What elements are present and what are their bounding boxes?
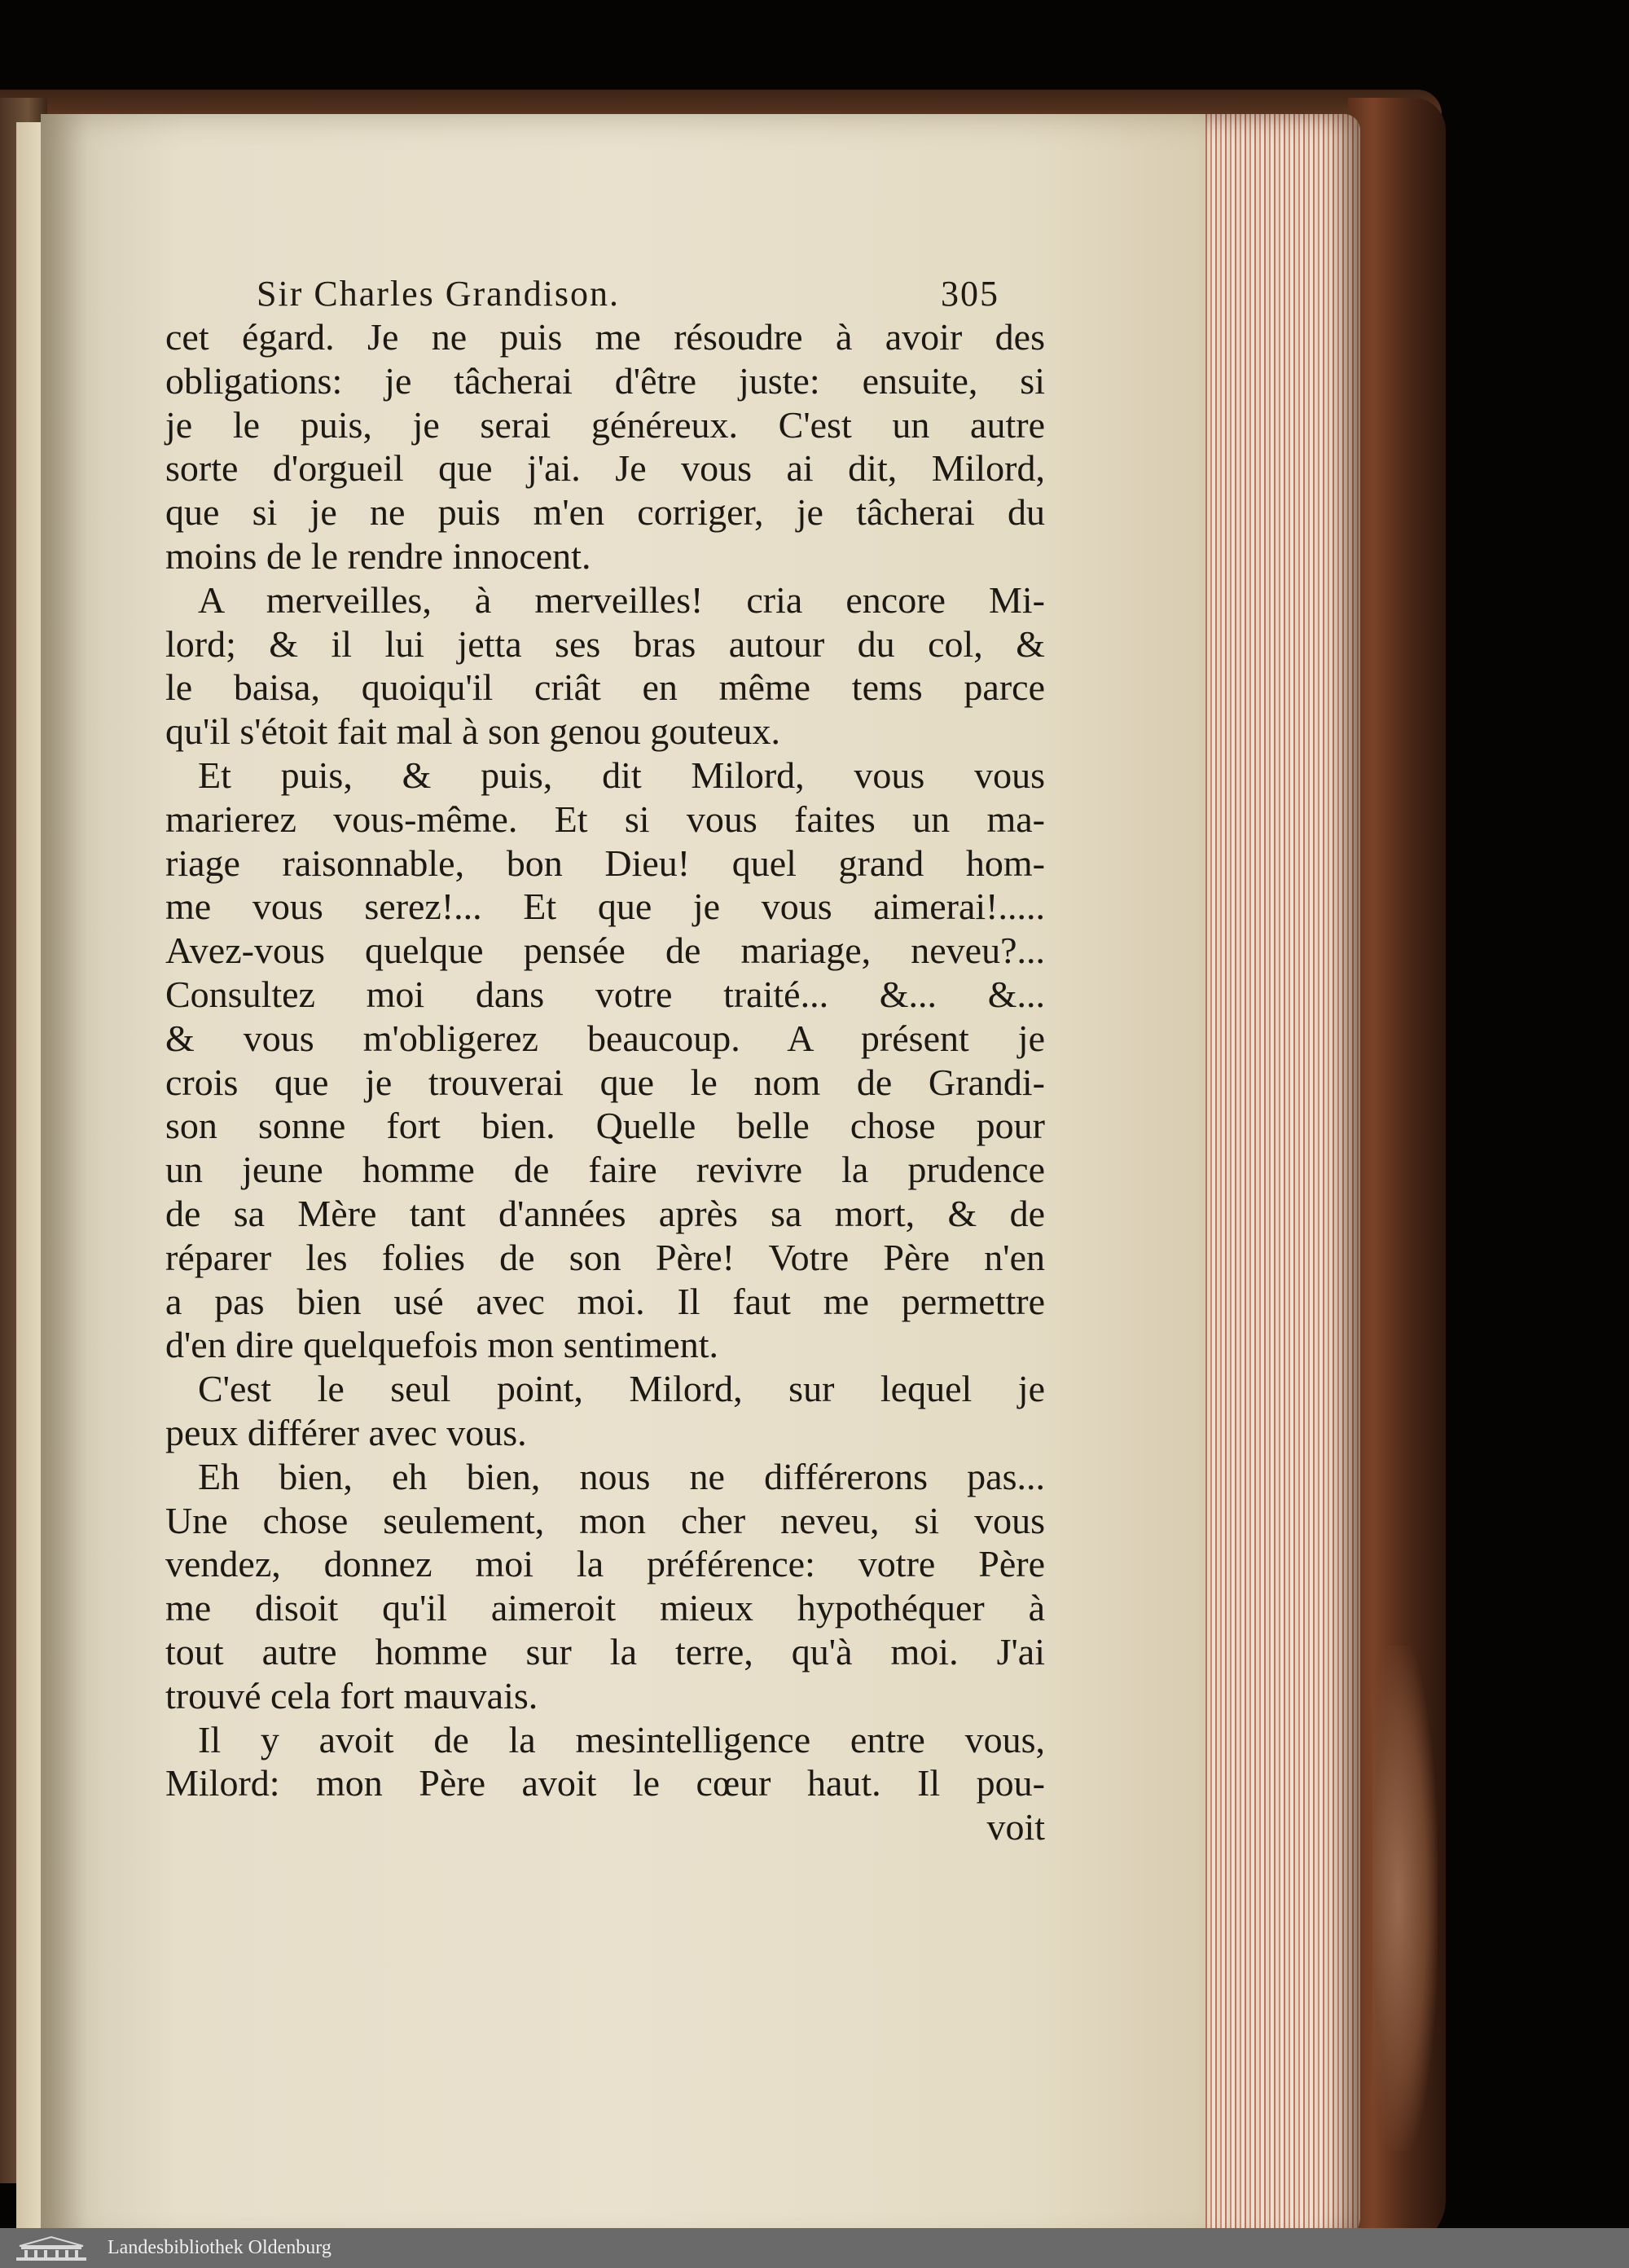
text-line: Et puis, & puis, dit Milord, vous vous — [198, 754, 1045, 796]
text-line: que si je ne puis m'en corriger, je tâcherai du — [165, 491, 1045, 534]
text-line: Avez-vous quelque pensée de mariage, neveu?... — [165, 930, 1045, 972]
running-head — [257, 273, 1071, 314]
text-line: Milord: mon Père avoit le cœur haut. Il pou- — [165, 1762, 1045, 1804]
text-line: cet égard. Je ne puis me résoudre à avoir des — [165, 316, 1045, 358]
text-line: un jeune homme de faire revivre la prudence — [165, 1149, 1045, 1191]
text-line: riage raisonnable, bon Dieu! quel grand hom- — [165, 842, 1045, 884]
page-fore-edge — [1197, 114, 1360, 2248]
text-line: sorte d'orgueil que j'ai. Je vous ai dit, Milord, — [165, 447, 1045, 490]
running-head-title: Sir Charles Grandison. — [257, 274, 621, 314]
text-line: me disoit qu'il aimeroit mieux hypothéquer à — [165, 1587, 1045, 1629]
text-line: me vous serez!... Et que je vous aimerai!..... — [165, 886, 1045, 928]
text-line: lord; & il lui jetta ses bras autour du col, & — [165, 622, 1045, 665]
text-line: je le puis, je serai généreux. C'est un autre — [165, 403, 1045, 446]
text-line: réparer les folies de son Père! Votre Père n'en — [165, 1236, 1045, 1278]
text-line: A merveilles, à merveilles! cria encore Mi- — [198, 578, 1045, 621]
text-line: Il y avoit de la mesintelligence entre vous, — [198, 1718, 1045, 1760]
text-line: qu'il s'étoit fait mal à son genou gouteux. — [165, 710, 781, 753]
text-line: tout autre homme sur la terre, qu'à moi. J'ai — [165, 1630, 1045, 1672]
text-line: & vous m'obligerez beaucoup. A présent je — [165, 1017, 1045, 1059]
body-text — [165, 315, 1045, 1849]
text-line: Eh bien, eh bien, nous ne différerons pas... — [198, 1455, 1045, 1497]
catchword: voit — [986, 1806, 1045, 1848]
text-line: crois que je trouverai que le nom de Grandi- — [165, 1061, 1045, 1103]
book-page — [41, 114, 1205, 2248]
text-line: vendez, donnez moi la préférence: votre Père — [165, 1543, 1045, 1585]
book-cover-right-edge — [1348, 98, 1446, 2248]
text-line: a pas bien usé avec moi. Il faut me permettre — [165, 1280, 1045, 1322]
page-number: 305 — [941, 274, 999, 314]
text-line: son sonne fort bien. Quelle belle chose pour — [165, 1105, 1045, 1147]
text-line: Consultez moi dans votre traité... &... &... — [165, 973, 1045, 1015]
text-line: obligations: je tâcherai d'être juste: ensuite, si — [165, 359, 1045, 402]
text-line: moins de le rendre innocent. — [165, 534, 591, 577]
text-line: marierez vous-même. Et si vous faites un ma- — [165, 798, 1045, 840]
text-line: de sa Mère tant d'années après sa mort, & de — [165, 1192, 1045, 1234]
footer-bar — [0, 2228, 1629, 2268]
footer-institution-name[interactable]: Landesbibliothek Oldenburg — [108, 2237, 332, 2258]
text-line: peux différer avec vous. — [165, 1411, 527, 1453]
text-line: trouvé cela fort mauvais. — [165, 1674, 538, 1716]
text-line: d'en dire quelquefois mon sentiment. — [165, 1324, 718, 1366]
library-building-icon — [15, 2235, 88, 2262]
text-line: Une chose seulement, mon cher neveu, si vous — [165, 1499, 1045, 1541]
text-line: C'est le seul point, Milord, sur lequel je — [198, 1368, 1045, 1410]
text-line: le baisa, quoiqu'il criât en même tems parce — [165, 666, 1045, 709]
